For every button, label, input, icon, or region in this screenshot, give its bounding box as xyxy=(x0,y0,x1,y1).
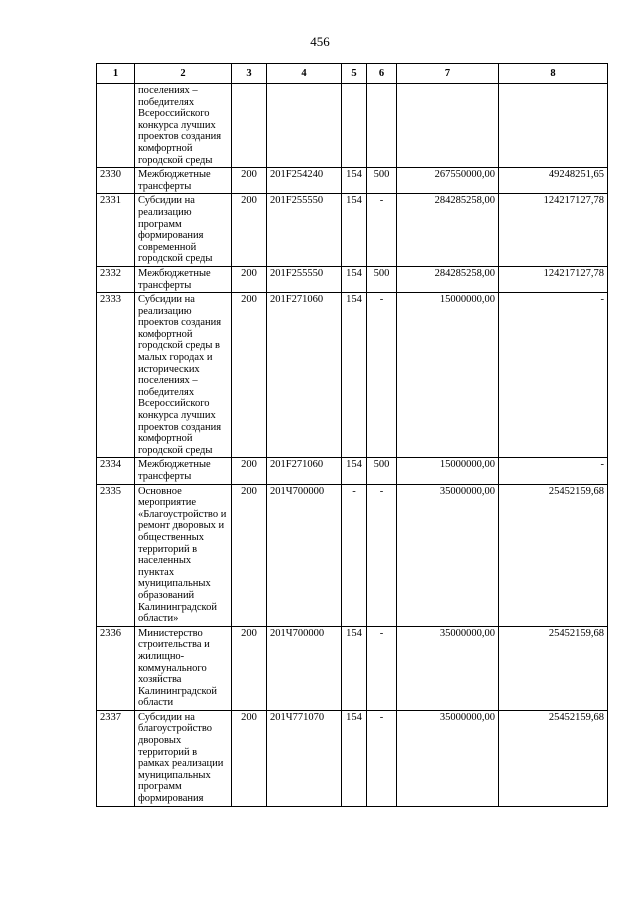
target-article-cell: 201F271060 xyxy=(267,458,342,484)
table-row xyxy=(97,484,608,626)
column-header: 5 xyxy=(342,64,367,84)
planned-amount-cell: 284285258,00 xyxy=(397,194,499,267)
planned-amount-cell: 284285258,00 xyxy=(397,266,499,292)
planned-amount-cell: 15000000,00 xyxy=(397,293,499,458)
executed-amount-cell: - xyxy=(499,293,608,458)
expense-type-cell: 500 xyxy=(367,168,397,194)
executed-amount-cell: 25452159,68 xyxy=(499,626,608,710)
expense-type-cell: 500 xyxy=(367,266,397,292)
row-number-cell xyxy=(97,84,135,168)
target-article-cell: 201F254240 xyxy=(267,168,342,194)
page-number: 456 xyxy=(310,34,330,49)
admin-code-cell: 154 xyxy=(342,194,367,267)
row-name-cell: Субсидии на реализацию проектов создания комфортной городской среды в малых городах и исторических поселениях – победителях Всероссийского конкурса лучших проектов создания комфортной городской среды xyxy=(135,293,232,458)
table-row xyxy=(97,194,608,267)
row-name-cell: Межбюджетные трансферты xyxy=(135,458,232,484)
admin-code-cell: 154 xyxy=(342,266,367,292)
admin-code-cell xyxy=(342,84,367,168)
planned-amount-cell xyxy=(397,84,499,168)
expense-type-cell: - xyxy=(367,626,397,710)
row-name-cell: Субсидии на реализацию программ формирования современной городской среды xyxy=(135,194,232,267)
table-row xyxy=(97,266,608,292)
table-row xyxy=(97,293,608,458)
target-article-cell: 201Ч771070 xyxy=(267,710,342,806)
row-number-cell: 2332 xyxy=(97,266,135,292)
table-row xyxy=(97,168,608,194)
row-name-cell: Основное мероприятие «Благоустройство и ремонт дворовых и общественных территорий в населенных пунктах муниципальных образований Калининградской области» xyxy=(135,484,232,626)
row-number-cell: 2334 xyxy=(97,458,135,484)
expense-type-cell: 500 xyxy=(367,458,397,484)
table-row xyxy=(97,626,608,710)
table-row xyxy=(97,458,608,484)
executed-amount-cell: - xyxy=(499,458,608,484)
expense-type-cell: - xyxy=(367,293,397,458)
target-article-cell: 201Ч700000 xyxy=(267,484,342,626)
executed-amount-cell xyxy=(499,84,608,168)
row-number-cell: 2337 xyxy=(97,710,135,806)
table-row xyxy=(97,84,608,168)
executed-amount-cell: 25452159,68 xyxy=(499,484,608,626)
row-name-cell: Министерство строительства и жилищно-коммунального хозяйства Калининградской области xyxy=(135,626,232,710)
planned-amount-cell: 15000000,00 xyxy=(397,458,499,484)
table-row xyxy=(97,710,608,806)
expense-type-cell: - xyxy=(367,710,397,806)
target-article-cell: 201Ч700000 xyxy=(267,626,342,710)
column-header: 3 xyxy=(232,64,267,84)
row-number-cell: 2336 xyxy=(97,626,135,710)
expense-type-cell: - xyxy=(367,484,397,626)
column-header: 1 xyxy=(97,64,135,84)
executed-amount-cell: 49248251,65 xyxy=(499,168,608,194)
section-code-cell: 200 xyxy=(232,194,267,267)
column-header: 6 xyxy=(367,64,397,84)
target-article-cell xyxy=(267,84,342,168)
executed-amount-cell: 124217127,78 xyxy=(499,266,608,292)
admin-code-cell: 154 xyxy=(342,458,367,484)
row-name-cell: Межбюджетные трансферты xyxy=(135,266,232,292)
target-article-cell: 201F255550 xyxy=(267,266,342,292)
section-code-cell: 200 xyxy=(232,484,267,626)
table-header-row xyxy=(97,64,608,84)
planned-amount-cell: 35000000,00 xyxy=(397,484,499,626)
section-code-cell: 200 xyxy=(232,168,267,194)
budget-table xyxy=(96,63,608,807)
row-name-cell: Субсидии на благоустройство дворовых территорий в рамках реализации муниципальных программ формирования xyxy=(135,710,232,806)
expense-type-cell xyxy=(367,84,397,168)
row-number-cell: 2331 xyxy=(97,194,135,267)
row-name-cell: поселениях – победителях Всероссийского конкурса лучших проектов создания комфортной городской среды xyxy=(135,84,232,168)
section-code-cell: 200 xyxy=(232,458,267,484)
row-number-cell: 2335 xyxy=(97,484,135,626)
row-name-cell: Межбюджетные трансферты xyxy=(135,168,232,194)
planned-amount-cell: 267550000,00 xyxy=(397,168,499,194)
section-code-cell: 200 xyxy=(232,626,267,710)
admin-code-cell: - xyxy=(342,484,367,626)
planned-amount-cell: 35000000,00 xyxy=(397,710,499,806)
section-code-cell: 200 xyxy=(232,710,267,806)
expense-type-cell: - xyxy=(367,194,397,267)
column-header: 8 xyxy=(499,64,608,84)
row-number-cell: 2333 xyxy=(97,293,135,458)
target-article-cell: 201F255550 xyxy=(267,194,342,267)
row-number-cell: 2330 xyxy=(97,168,135,194)
section-code-cell xyxy=(232,84,267,168)
section-code-cell: 200 xyxy=(232,293,267,458)
admin-code-cell: 154 xyxy=(342,293,367,458)
column-header: 7 xyxy=(397,64,499,84)
target-article-cell: 201F271060 xyxy=(267,293,342,458)
executed-amount-cell: 124217127,78 xyxy=(499,194,608,267)
column-header: 4 xyxy=(267,64,342,84)
planned-amount-cell: 35000000,00 xyxy=(397,626,499,710)
admin-code-cell: 154 xyxy=(342,710,367,806)
executed-amount-cell: 25452159,68 xyxy=(499,710,608,806)
admin-code-cell: 154 xyxy=(342,626,367,710)
column-header: 2 xyxy=(135,64,232,84)
section-code-cell: 200 xyxy=(232,266,267,292)
admin-code-cell: 154 xyxy=(342,168,367,194)
